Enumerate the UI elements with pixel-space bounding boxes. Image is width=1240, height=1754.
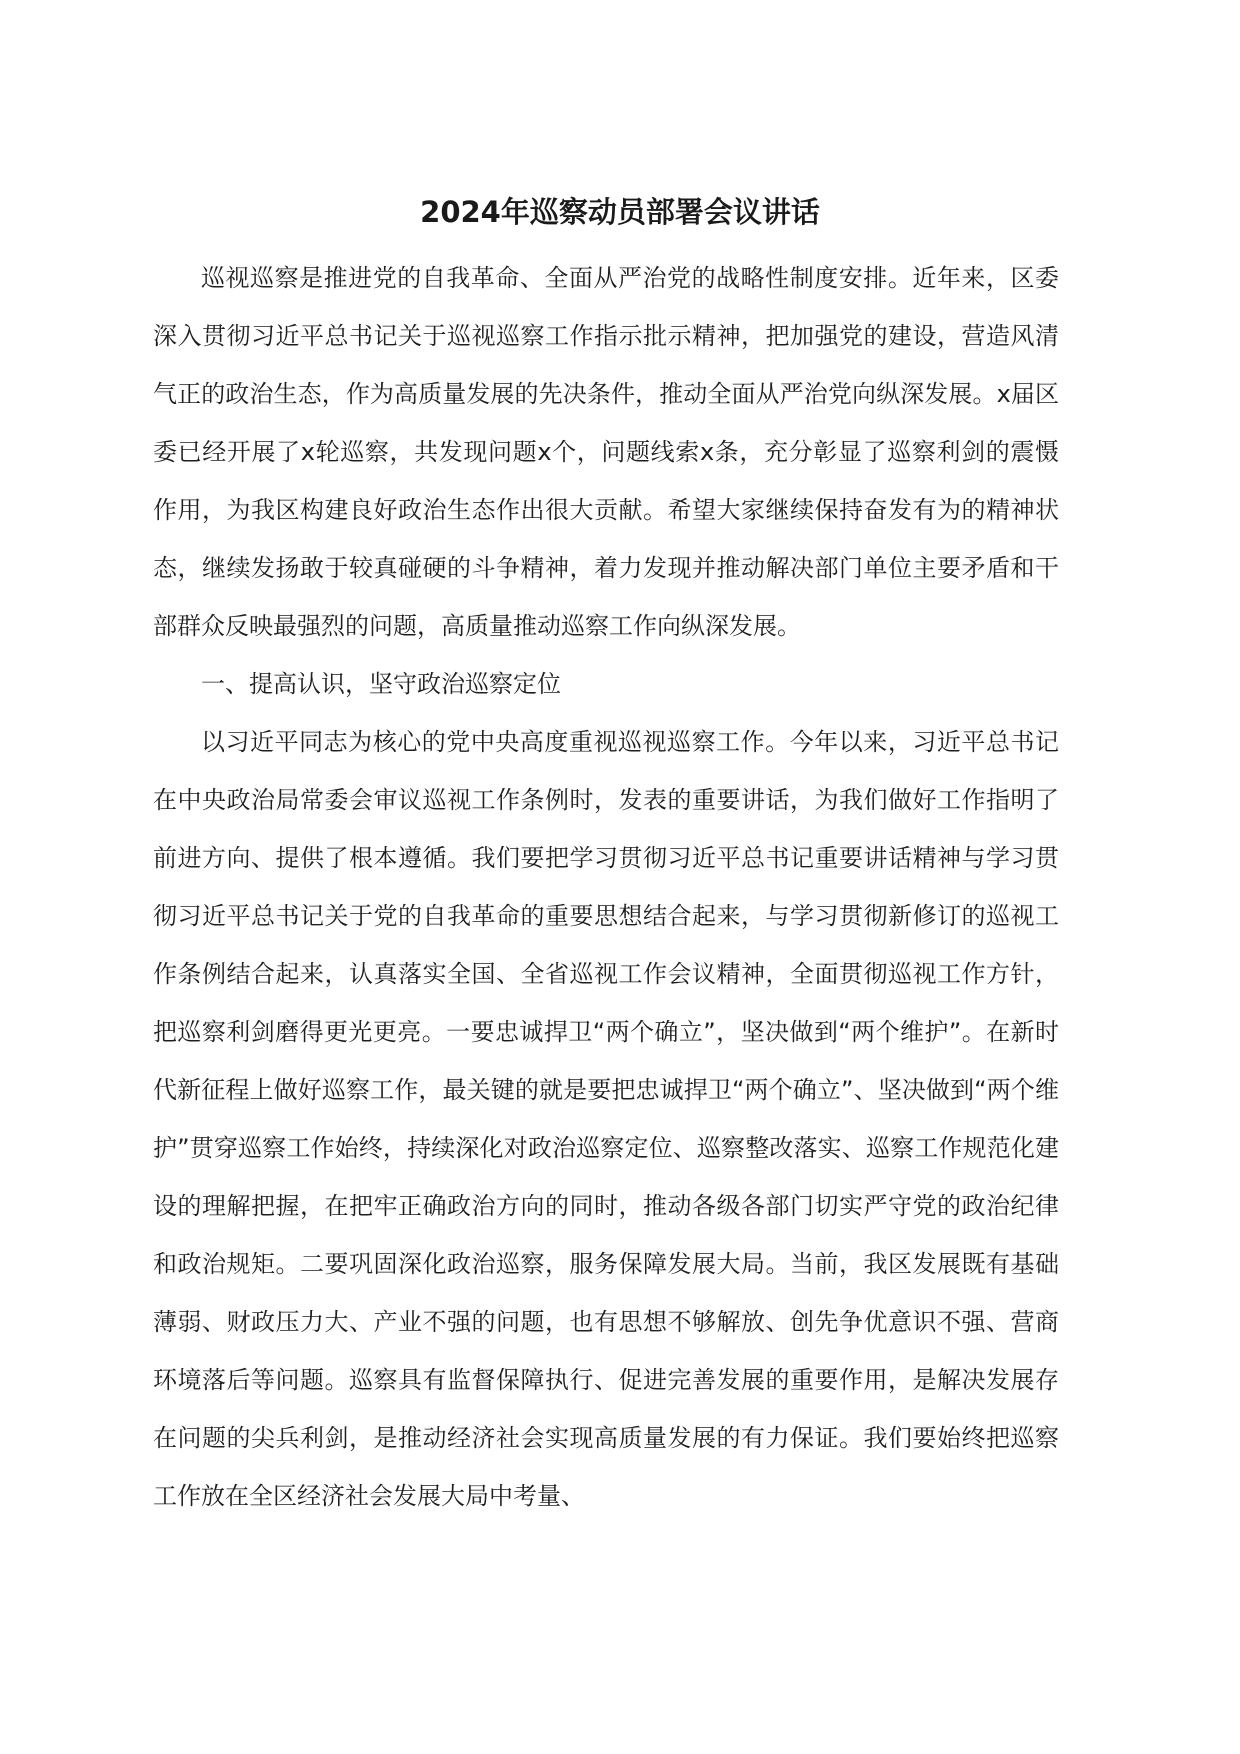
section-heading-1: 一、提高认识，坚守政治巡察定位 (201, 670, 561, 698)
document-body (153, 249, 1059, 1525)
document-title: 2024年巡察动员部署会议讲话 (420, 195, 820, 229)
paragraph-intro: 巡视巡察是推进党的自我革命、全面从严治党的战略性制度安排。近年来，区委深入贯彻习近平总书记关于巡视巡察工作指示批示精神，把加强党的建设，营造风清气正的政治生态，作为高质量发展的先决条件，推动全面从严治党向纵深发展。x届区委已经开展了x轮巡察，共发现问题x个，问题线索x条，充分彰显了巡察利剑的震慑作用，为我区构建良好政治生态作出很大贡献。希望大家继续保持奋发有为的精神状态，继续发扬敢于较真碰硬的斗争精神，着力发现并推动解决部门单位主要矛盾和干部群众反映最强烈的问题，高质量推动巡察工作向纵深发展。 (153, 264, 1059, 640)
paragraph-section-1: 以习近平同志为核心的党中央高度重视巡视巡察工作。今年以来，习近平总书记在中央政治局常委会审议巡视工作条例时，发表的重要讲话，为我们做好工作指明了前进方向、提供了根本遵循。我们要把学习贯彻习近平总书记重要讲话精神与学习贯彻习近平总书记关于党的自我革命的重要思想结合起来，与学习贯彻新修订的巡视工作条例结合起来，认真落实全国、全省巡视工作会议精神，全面贯彻巡视工作方针，把巡察利剑磨得更光更亮。一要忠诚捍卫“两个确立”，坚决做到“两个维护”。在新时代新征程上做好巡察工作，最关键的就是要把忠诚捍卫“两个确立”、坚决做到“两个维护”贯穿巡察工作始终，持续深化对政治巡察定位、巡察整改落实、巡察工作规范化建设的理解把握，在把牢正确政治方向的同时，推动各级各部门切实严守党的政治纪律和政治规矩。二要巩固深化政治巡察，服务保障发展大局。当前，我区发展既有基础薄弱、财政压力大、产业不强的问题，也有思想不够解放、创先争优意识不强、营商环境落后等问题。巡察具有监督保障执行、促进完善发展的重要作用，是解决发展存在问题的尖兵利剑，是推动经济社会实现高质量发展的有力保证。我们要始终把巡察工作放在全区经济社会发展大局中考量、 (153, 728, 1059, 1510)
